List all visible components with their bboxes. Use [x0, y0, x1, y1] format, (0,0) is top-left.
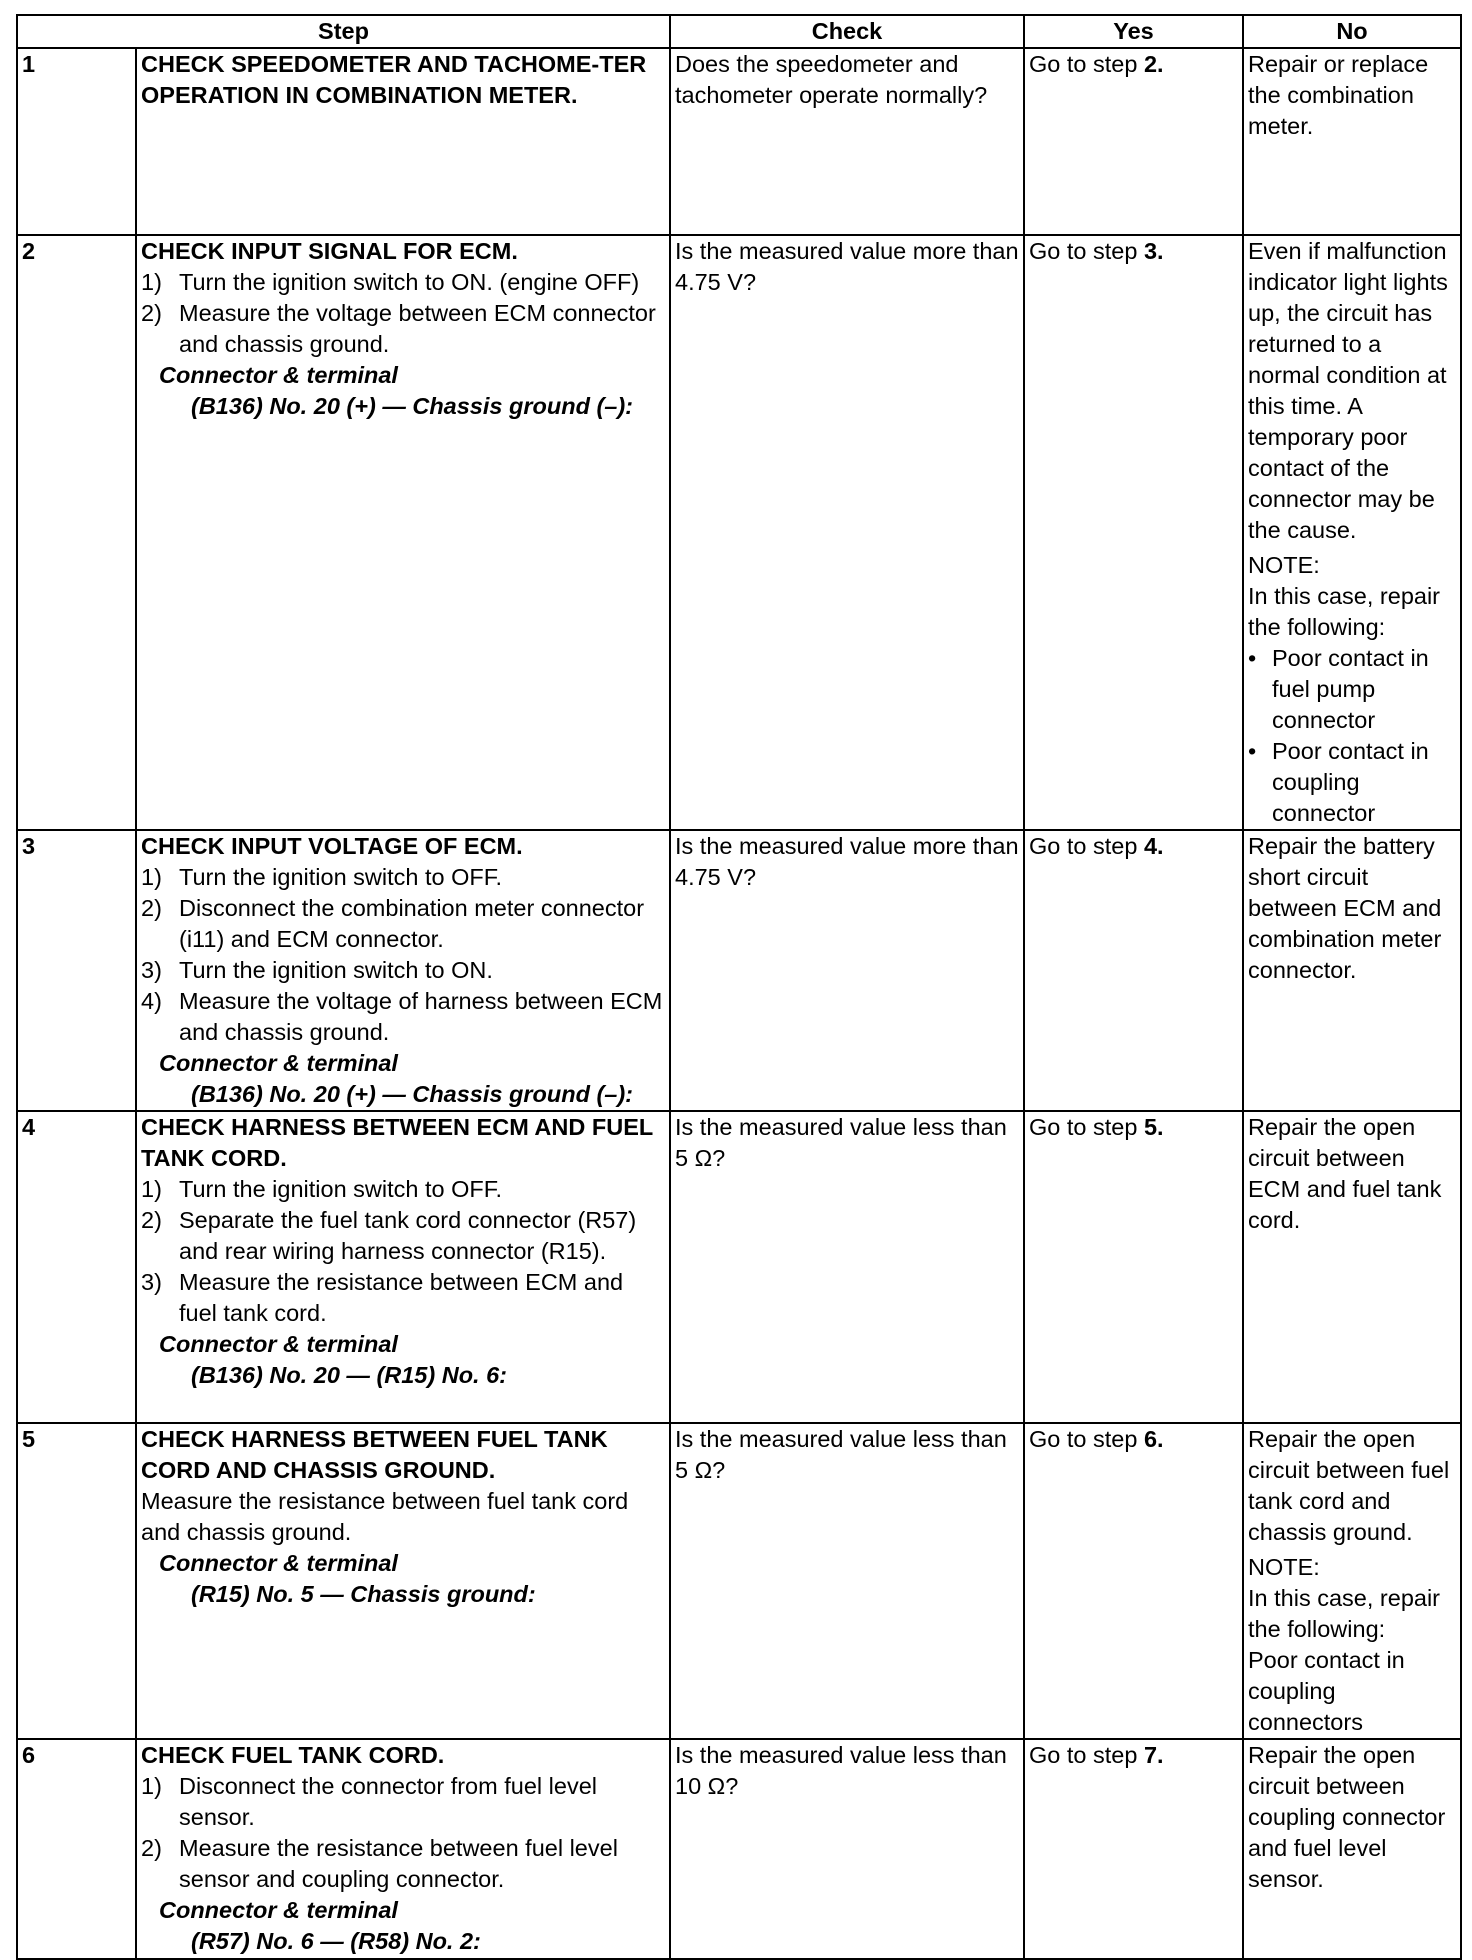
step-title: CHECK INPUT VOLTAGE OF ECM. — [141, 833, 523, 859]
procedure-text: Measure the voltage between ECM connector and chassis ground. — [179, 300, 656, 357]
note-text: In this case, repair the following: — [1248, 583, 1441, 640]
procedure-text: Turn the ignition switch to ON. (engine OFF) — [179, 269, 640, 295]
yes-prefix: Go to step — [1029, 833, 1144, 859]
step-number: 4 — [17, 1111, 136, 1423]
yes-step-ref: 7. — [1143, 1742, 1164, 1768]
step-description — [136, 235, 670, 830]
procedure-number: 2) — [141, 1207, 162, 1233]
step-description — [136, 1111, 670, 1423]
procedure-number: 1) — [141, 269, 162, 295]
note-bullet — [1248, 736, 1456, 829]
yes-prefix: Go to step — [1029, 1426, 1144, 1452]
procedure-text: Turn the ignition switch to ON. — [179, 957, 493, 983]
yes-action — [1024, 1111, 1243, 1423]
procedure-number: 2) — [141, 300, 162, 326]
connector-value: (B136) No. 20 — (R15) No. 6: — [191, 1362, 508, 1388]
header-no: No — [1243, 15, 1461, 48]
note-text: In this case, repair the following: — [1248, 1585, 1441, 1642]
procedure-item — [141, 955, 665, 986]
step-number: 2 — [17, 235, 136, 830]
procedure-item — [141, 267, 665, 298]
procedure-item — [141, 1267, 665, 1329]
connector-label: Connector & terminal — [159, 1331, 398, 1357]
no-text: Repair or replace the combination meter. — [1248, 51, 1429, 139]
no-text: Even if malfunction indicator light lights up, the circuit has returned to a normal condition at this time. A temporary poor contact of the connector may be the cause. — [1248, 238, 1448, 543]
yes-prefix: Go to step — [1029, 238, 1144, 264]
bullet-text: Poor contact in fuel pump connector — [1272, 645, 1429, 733]
step-description — [136, 1423, 670, 1739]
no-action — [1243, 235, 1461, 830]
check-question: Is the measured value more than 4.75 V? — [670, 830, 1024, 1111]
connector-value: (R15) No. 5 — Chassis ground: — [191, 1581, 536, 1607]
yes-action — [1024, 1423, 1243, 1739]
procedure-text: Measure the resistance between ECM and fuel tank cord. — [179, 1269, 624, 1326]
connector-label: Connector & terminal — [159, 1050, 398, 1076]
connector-value: (B136) No. 20 (+) — Chassis ground (–): — [191, 393, 634, 419]
table-row-step-4 — [17, 1111, 1461, 1423]
procedure-item — [141, 1833, 665, 1895]
yes-step-ref: 4. — [1143, 833, 1164, 859]
header-yes: Yes — [1024, 15, 1243, 48]
table-row-step-1 — [17, 48, 1461, 235]
procedure-number: 3) — [141, 957, 162, 983]
no-action — [1243, 1423, 1461, 1739]
check-question: Is the measured value less than 10 Ω? — [670, 1739, 1024, 1959]
no-text: Repair the open circuit between coupling connector and fuel level sensor. — [1248, 1742, 1446, 1892]
table-row-step-6 — [17, 1739, 1461, 1959]
connector-value: (B136) No. 20 (+) — Chassis ground (–): — [191, 1081, 634, 1107]
no-action — [1243, 1111, 1461, 1423]
diagnostic-procedure-sheet — [16, 14, 1460, 1960]
header-check: Check — [670, 15, 1024, 48]
step-title: CHECK SPEEDOMETER AND TACHOME-TER OPERATION IN COMBINATION METER. — [141, 51, 647, 108]
procedure-item — [141, 893, 665, 955]
yes-step-ref: 6. — [1143, 1426, 1164, 1452]
step-number: 5 — [17, 1423, 136, 1739]
procedure-item — [141, 298, 665, 360]
procedure-number: 3) — [141, 1269, 162, 1295]
procedure-text: Measure the voltage of harness between ECM and chassis ground. — [179, 988, 663, 1045]
procedure-item — [141, 986, 665, 1048]
yes-action — [1024, 830, 1243, 1111]
no-action — [1243, 1739, 1461, 1959]
procedure-number: 2) — [141, 895, 162, 921]
diagnostic-table — [16, 14, 1462, 1960]
step-title: CHECK FUEL TANK CORD. — [141, 1742, 445, 1768]
procedure-text: Measure the resistance between fuel tank cord and chassis ground. — [141, 1488, 629, 1545]
no-text: Repair the open circuit between ECM and fuel tank cord. — [1248, 1114, 1442, 1233]
step-number: 3 — [17, 830, 136, 1111]
note-tail: Poor contact in coupling connectors — [1248, 1647, 1405, 1735]
step-description — [136, 830, 670, 1111]
check-question: Is the measured value less than 5 Ω? — [670, 1423, 1024, 1739]
yes-step-ref: 3. — [1143, 238, 1164, 264]
connector-label: Connector & terminal — [159, 1550, 398, 1576]
procedure-text: Turn the ignition switch to OFF. — [179, 864, 503, 890]
no-text: Repair the battery short circuit between ECM and combination meter connector. — [1248, 833, 1442, 983]
yes-step-ref: 5. — [1143, 1114, 1164, 1140]
bullet-dot: • — [1248, 645, 1257, 671]
procedure-number: 4) — [141, 988, 162, 1014]
procedure-text: Disconnect the connector from fuel level sensor. — [179, 1773, 597, 1830]
procedure-item — [141, 1205, 665, 1267]
procedure-number: 1) — [141, 1176, 162, 1202]
bullet-text: Poor contact in coupling connector — [1272, 738, 1429, 826]
check-question: Does the speedometer and tachometer operate normally? — [670, 48, 1024, 235]
step-title: CHECK HARNESS BETWEEN ECM AND FUEL TANK CORD. — [141, 1114, 653, 1171]
connector-label: Connector & terminal — [159, 1897, 398, 1923]
step-description — [136, 48, 670, 235]
procedure-item — [141, 862, 665, 893]
yes-step-ref: 2. — [1143, 51, 1164, 77]
yes-action — [1024, 48, 1243, 235]
connector-value: (R57) No. 6 — (R58) No. 2: — [191, 1928, 481, 1954]
check-question: Is the measured value more than 4.75 V? — [670, 235, 1024, 830]
table-row-step-2 — [17, 235, 1461, 830]
procedure-number: 1) — [141, 1773, 162, 1799]
procedure-item — [141, 1174, 665, 1205]
connector-label: Connector & terminal — [159, 362, 398, 388]
yes-action — [1024, 235, 1243, 830]
no-action — [1243, 48, 1461, 235]
check-question: Is the measured value less than 5 Ω? — [670, 1111, 1024, 1423]
note-heading: NOTE: — [1248, 552, 1320, 578]
yes-prefix: Go to step — [1029, 1742, 1144, 1768]
procedure-text: Turn the ignition switch to OFF. — [179, 1176, 503, 1202]
step-description — [136, 1739, 670, 1959]
step-title: CHECK HARNESS BETWEEN FUEL TANK CORD AND CHASSIS GROUND. — [141, 1426, 608, 1483]
procedure-number: 1) — [141, 864, 162, 890]
step-number: 1 — [17, 48, 136, 235]
bullet-dot: • — [1248, 738, 1257, 764]
note-bullet — [1248, 643, 1456, 736]
yes-prefix: Go to step — [1029, 51, 1144, 77]
procedure-number: 2) — [141, 1835, 162, 1861]
step-number: 6 — [17, 1739, 136, 1959]
table-header-row — [17, 15, 1461, 48]
no-text: Repair the open circuit between fuel tank cord and chassis ground. — [1248, 1426, 1450, 1545]
procedure-text: Disconnect the combination meter connector (i11) and ECM connector. — [179, 895, 645, 952]
table-row-step-5 — [17, 1423, 1461, 1739]
yes-action — [1024, 1739, 1243, 1959]
table-row-step-3 — [17, 830, 1461, 1111]
procedure-text: Separate the fuel tank cord connector (R57) and rear wiring harness connector (R15). — [179, 1207, 637, 1264]
procedure-item — [141, 1771, 665, 1833]
note-heading: NOTE: — [1248, 1554, 1320, 1580]
header-step: Step — [17, 15, 670, 48]
procedure-text: Measure the resistance between fuel level sensor and coupling connector. — [179, 1835, 618, 1892]
step-title: CHECK INPUT SIGNAL FOR ECM. — [141, 238, 518, 264]
no-action — [1243, 830, 1461, 1111]
yes-prefix: Go to step — [1029, 1114, 1144, 1140]
